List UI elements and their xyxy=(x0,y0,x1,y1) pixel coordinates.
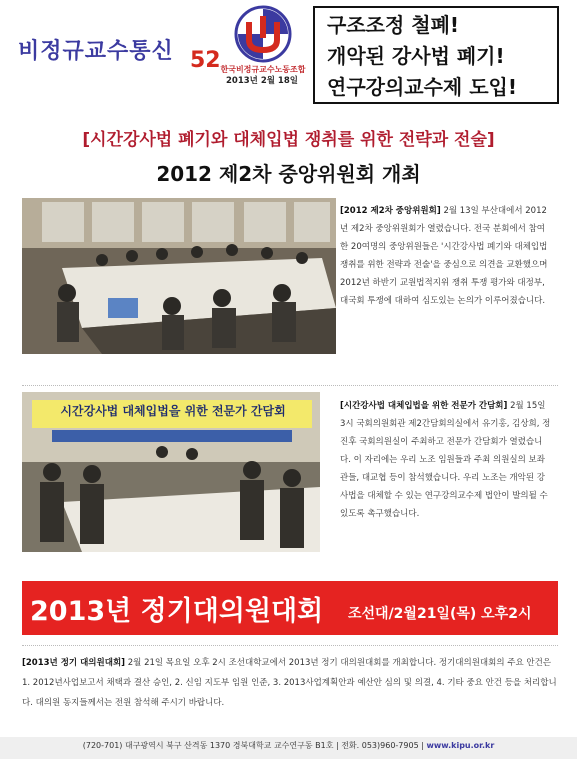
slogan-box xyxy=(313,6,559,104)
article-title: [2013년 정기 대의원대회] xyxy=(22,658,126,668)
footer-url[interactable]: www.kipu.or.kr xyxy=(426,741,495,750)
meeting-photo-1 xyxy=(22,198,336,354)
divider xyxy=(22,645,558,646)
article-title: [2012 제2차 중앙위원회] xyxy=(340,206,441,216)
footer xyxy=(0,740,577,751)
headline-title: [시간강사법 폐기와 대체입법 쟁취를 위한 전략과 전술] xyxy=(82,130,495,150)
article-title: [시간강사법 대체입법을 위한 전문가 간담회] xyxy=(340,401,508,411)
masthead-title: 비정규교수통신 xyxy=(18,39,174,64)
union-name: 한국비정규교수노동조합 xyxy=(220,65,306,74)
footer-address: (720-701) 대구광역시 북구 산격동 1370 경북대학교 교수연구동 B1호 | 전화. 053)960-7905 | xyxy=(82,741,427,750)
divider xyxy=(22,385,558,386)
article-delegates-meeting xyxy=(22,653,558,713)
slogan-line: 연구강의교수제 도입! xyxy=(327,75,517,99)
issue-date: 2013년 2월 18일 xyxy=(226,76,298,86)
banner-title: 2013년 정기대의원대회 xyxy=(30,596,324,627)
article-body: 2월 15일 3시 국회의원회관 제2간담회의실에서 유기홍, 김상희, 정진후 국회의원실이 주최하고 전문가 간담회가 열렸습니다. 이 자리에는 우리 노조 임원들과 주최 의원실의 보좌관들, 대교협 등이 참석했습니다. 우리 노조는 개악된 강사법을 대체할 수 있는 연구강의교수제 법안이 발의될 수 있도록 촉구했습니다. xyxy=(340,401,551,519)
banner-detail: 조선대/2월21일(목) 오후2시 xyxy=(348,606,532,622)
issue-number: 52 xyxy=(190,48,221,73)
meeting-photo-2 xyxy=(22,392,320,552)
article-body: 2월 21일 목요일 오후 2시 조선대학교에서 2013년 정기 대의원대회를 개최합니다. 정기대의원대회의 주요 안건은 1. 2012년사업보고서 채택과 결산 승인, 2. 신임 지도부 임원 인준, 3. 2013사업계획안과 예산안 심의 및 의결, 4. 기타 중요 안건 등을 처리합니다. 대의원 동지들께서는 전원 참석해 주시기 바랍니다. xyxy=(22,658,557,708)
article-central-committee xyxy=(340,202,552,374)
article-body: 2월 13일 부산대에서 2012년 제2차 중앙위원회가 열렸습니다. 전국 분회에서 참여한 20여명의 중앙위원들은 '시간강사법 폐기와 대체입법 쟁취를 위한 전략과 전술'을 중심으로 의견을 교환했으며 2012년 하반기 교원법적지위 쟁취 투쟁 평가와 대정부, 대국회 투쟁에 대하여 심도있는 논의가 이루어졌습니다. xyxy=(340,206,548,306)
union-logo xyxy=(222,4,304,64)
headline-subtitle: 2012 제2차 중앙위원회 개최 xyxy=(156,162,421,186)
article-expert-meeting xyxy=(340,397,552,569)
slogan-line: 구조조정 철폐! xyxy=(327,13,460,37)
photo-banner-text: 시간강사법 대체입법을 위한 전문가 간담회 xyxy=(60,404,286,418)
slogan-line: 개악된 강사법 폐기! xyxy=(327,44,505,68)
